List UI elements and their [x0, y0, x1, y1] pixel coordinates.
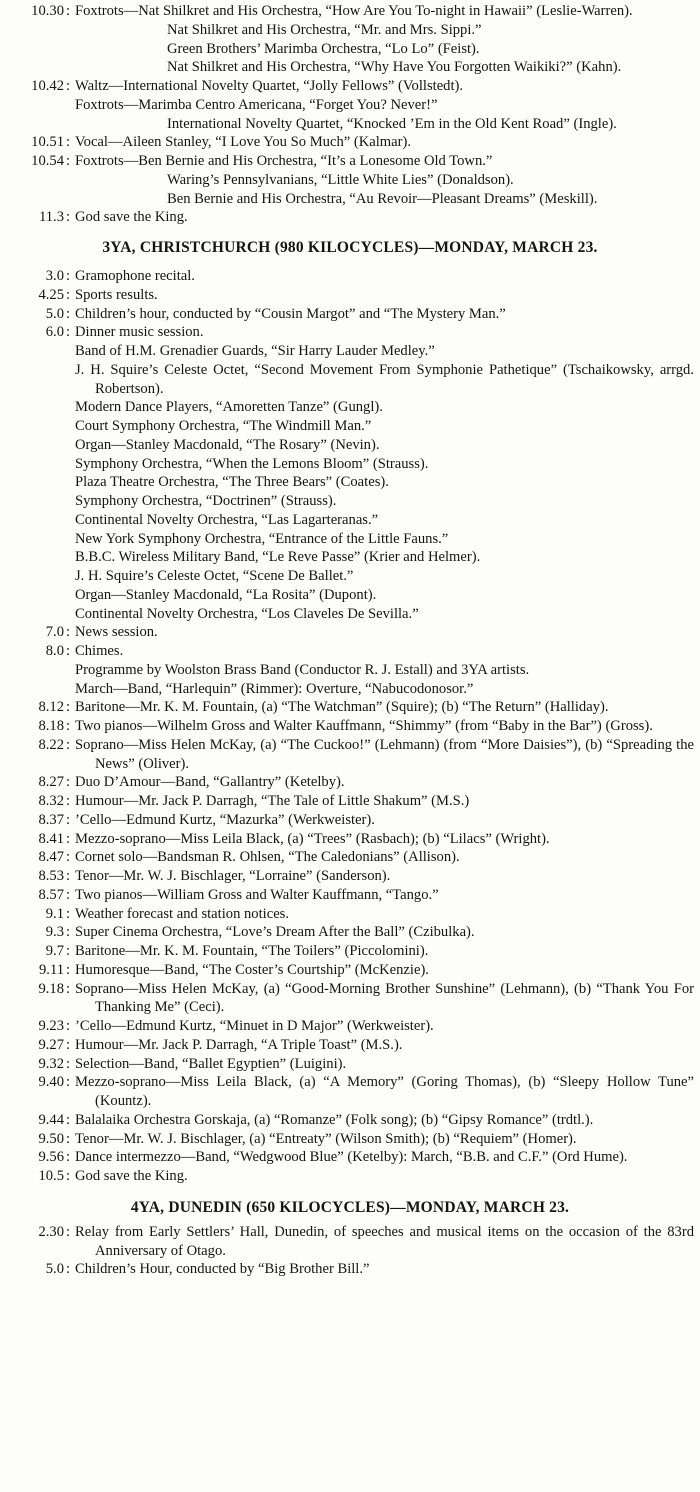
- entry-line: Plaza Theatre Orchestra, “The Three Bears” (Coates).: [75, 474, 389, 491]
- programme-entry: [0, 267, 700, 286]
- time-separator: :: [65, 699, 71, 716]
- programme-entry: [0, 698, 700, 717]
- entry-line: Foxtrots—Nat Shilkret and His Orchestra, “How Are You To-night in Hawaii” (Leslie-Warren).: [75, 3, 633, 19]
- entry-line: Organ—Stanley Macdonald, “La Rosita” (Dupont).: [75, 586, 377, 603]
- entry-line: Children’s Hour, conducted by “Big Brother Bill.”: [75, 1261, 370, 1278]
- programme-entry: [0, 1148, 700, 1167]
- entry-time: 3.0: [45, 268, 64, 284]
- station-heading-3ya: 3YA, CHRISTCHURCH (980 KILOCYCLES)—MONDAY, MARCH 23.: [102, 239, 598, 256]
- programme-entry: [0, 773, 700, 792]
- entry-time: 8.37: [38, 811, 64, 828]
- programme-entry: [0, 886, 700, 905]
- entry-time: 8.53: [38, 868, 64, 884]
- entry-time: 8.12: [38, 699, 64, 716]
- programme-entry: [0, 642, 700, 698]
- entry-time: 10.51: [31, 134, 64, 151]
- time-separator: :: [65, 736, 71, 753]
- time-separator: :: [65, 868, 71, 884]
- time-separator: :: [65, 1261, 71, 1278]
- entry-line: Court Symphony Orchestra, “The Windmill Man.”: [75, 418, 372, 434]
- time-separator: :: [65, 305, 71, 322]
- entry-line: Sports results.: [75, 286, 158, 303]
- programme-entry: [0, 811, 700, 830]
- time-separator: :: [65, 209, 71, 226]
- entry-line: Relay from Early Settlers’ Hall, Dunedin, of speeches and musical items on the occasion of the 83rd Anniversary of Otago.: [75, 1223, 694, 1259]
- entry-time: 9.27: [38, 1036, 64, 1053]
- entry-time: 7.0: [45, 624, 64, 641]
- entry-time: 8.47: [38, 849, 64, 866]
- entry-line: Nat Shilkret and His Orchestra, “Mr. and Mrs. Sippi.”: [167, 21, 482, 38]
- entry-line: ’Cello—Edmund Kurtz, “Mazurka” (Werkweister).: [75, 811, 375, 828]
- programme-entry: [0, 305, 700, 324]
- entry-line: Foxtrots—Marimba Centro Americana, “Forget You? Never!”: [75, 96, 438, 113]
- programme-entry: [0, 830, 700, 849]
- time-separator: :: [65, 1111, 71, 1128]
- entry-time: 10.5: [38, 1168, 64, 1184]
- entry-line: Continental Novelty Orchestra, “Los Claveles De Sevilla.”: [75, 605, 419, 622]
- programme-entry: [0, 867, 700, 886]
- entry-time: 9.7: [45, 943, 64, 959]
- time-separator: :: [65, 1168, 71, 1184]
- entry-line: Two pianos—William Gross and Walter Kauffmann, “Tango.”: [75, 886, 439, 903]
- entry-line: Waring’s Pennsylvanians, “Little White Lies” (Donaldson).: [167, 171, 514, 188]
- entry-time: 2.30: [38, 1223, 64, 1240]
- programme-entry: [0, 77, 700, 133]
- entry-time: 8.27: [38, 774, 64, 791]
- time-separator: :: [65, 793, 71, 809]
- entry-time: 9.56: [38, 1149, 64, 1166]
- entry-line: Weather forecast and station notices.: [75, 905, 289, 922]
- programme-entry: [0, 905, 700, 924]
- entry-line: Selection—Band, “Ballet Egyptien” (Luigini).: [75, 1055, 347, 1072]
- time-separator: :: [65, 3, 71, 19]
- time-separator: :: [65, 830, 71, 847]
- entry-time: 8.18: [38, 718, 64, 734]
- entry-line: Tenor—Mr. W. J. Bischlager, (a) “Entreaty” (Wilson Smith); (b) “Requiem” (Homer).: [75, 1130, 577, 1147]
- programme-entry: [0, 792, 700, 811]
- entry-line: B.B.C. Wireless Military Band, “Le Reve Passe” (Krier and Helmer).: [75, 549, 481, 566]
- programme-entry: [0, 286, 700, 305]
- programme-entry: [0, 736, 700, 774]
- time-separator: :: [65, 153, 71, 169]
- programme-entry: [0, 942, 700, 961]
- entry-line: J. H. Squire’s Celeste Octet, “Second Movement From Symphonie Pathetique” (Tschaikowsky, arrgd. Robertson).: [75, 361, 694, 397]
- programme-entry: [0, 1260, 700, 1279]
- entry-line: Baritone—Mr. K. M. Fountain, “The Toilers” (Piccolomini).: [75, 943, 429, 959]
- entry-time: 9.44: [38, 1111, 64, 1128]
- entry-line: ’Cello—Edmund Kurtz, “Minuet in D Major” (Werkweister).: [75, 1018, 434, 1034]
- programme-entry: [0, 1223, 700, 1261]
- entry-line: Duo D’Amour—Band, “Gallantry” (Ketelby).: [75, 774, 345, 791]
- time-separator: :: [65, 286, 71, 303]
- entry-line: Humoresque—Band, “The Coster’s Courtship” (McKenzie).: [75, 961, 429, 978]
- programme-entry: [0, 1111, 700, 1130]
- time-separator: :: [65, 134, 71, 151]
- entry-line: International Novelty Quartet, “Knocked ’Em in the Old Kent Road” (Ingle).: [167, 115, 617, 132]
- entry-time: 9.40: [38, 1074, 64, 1091]
- entry-line: Gramophone recital.: [75, 268, 195, 284]
- entry-line: Humour—Mr. Jack P. Darragh, “The Tale of Little Shakum” (M.S.): [75, 793, 470, 809]
- entry-line: News session.: [75, 624, 158, 641]
- entry-line: Symphony Orchestra, “Doctrinen” (Strauss).: [75, 493, 337, 509]
- programme-entry: [0, 152, 700, 208]
- programme-entry: [0, 1055, 700, 1074]
- entry-line: Children’s hour, conducted by “Cousin Margot” and “The Mystery Man.”: [75, 305, 506, 322]
- entry-time: 9.23: [38, 1018, 64, 1034]
- entry-line: Symphony Orchestra, “When the Lemons Bloom” (Strauss).: [75, 455, 429, 472]
- time-separator: :: [65, 924, 71, 941]
- entry-time: 9.3: [45, 924, 64, 941]
- time-separator: :: [65, 774, 71, 791]
- entry-time: 8.0: [45, 643, 64, 659]
- programme-entry: [0, 1036, 700, 1055]
- programme-entry: [0, 980, 700, 1018]
- entry-time: 9.11: [39, 961, 64, 978]
- entry-time: 8.57: [38, 886, 64, 903]
- entry-line: Humour—Mr. Jack P. Darragh, “A Triple Toast” (M.S.).: [75, 1036, 403, 1053]
- time-separator: :: [65, 811, 71, 828]
- programme-entry: [0, 133, 700, 152]
- entry-time: 9.1: [45, 905, 64, 922]
- programme-entry: [0, 1130, 700, 1149]
- entry-time: 4.25: [38, 286, 64, 303]
- entry-line: Dance intermezzo—Band, “Wedgwood Blue” (Ketelby): March, “B.B. and C.F.” (Ord Hume).: [75, 1149, 628, 1166]
- entry-time: 10.30: [31, 3, 64, 19]
- entry-line: Tenor—Mr. W. J. Bischlager, “Lorraine” (Sanderson).: [75, 868, 391, 884]
- time-separator: :: [65, 1130, 71, 1147]
- entry-line: God save the King.: [75, 209, 188, 226]
- entry-line: Green Brothers’ Marimba Orchestra, “Lo Lo” (Feist).: [167, 40, 480, 57]
- 2ya-evening-programme: [0, 2, 700, 227]
- entry-line: Programme by Woolston Brass Band (Conductor R. J. Estall) and 3YA artists.: [75, 661, 530, 678]
- time-separator: :: [65, 643, 71, 659]
- time-separator: :: [65, 1149, 71, 1166]
- entry-time: 10.42: [31, 78, 64, 94]
- time-separator: :: [65, 324, 71, 341]
- programme-entry: [0, 848, 700, 867]
- entry-time: 8.32: [38, 793, 64, 809]
- programme-entry: [0, 623, 700, 642]
- entry-time: 8.22: [38, 736, 64, 753]
- time-separator: :: [65, 1036, 71, 1053]
- programme-entry: [0, 1167, 700, 1186]
- entry-line: Modern Dance Players, “Amoretten Tanze” (Gungl).: [75, 399, 383, 416]
- programme-entry: [0, 208, 700, 227]
- time-separator: :: [65, 886, 71, 903]
- programme-entry: [0, 2, 700, 77]
- entry-time: 6.0: [45, 324, 64, 341]
- entry-line: Foxtrots—Ben Bernie and His Orchestra, “It’s a Lonesome Old Town.”: [75, 153, 493, 169]
- time-separator: :: [65, 943, 71, 959]
- entry-time: 11.3: [39, 209, 64, 226]
- 4ya-programme: [0, 1223, 700, 1279]
- entry-line: Cornet solo—Bandsman R. Ohlsen, “The Caledonians” (Allison).: [75, 849, 460, 866]
- programme-entry: [0, 1073, 700, 1111]
- entry-time: 5.0: [45, 1261, 64, 1278]
- programme-entry: [0, 323, 700, 623]
- entry-line: Baritone—Mr. K. M. Fountain, (a) “The Watchman” (Squire); (b) “The Return” (Halliday).: [75, 699, 609, 716]
- entry-line: Continental Novelty Orchestra, “Las Lagarteranas.”: [75, 511, 379, 528]
- entry-line: Band of H.M. Grenadier Guards, “Sir Harry Lauder Medley.”: [75, 343, 435, 359]
- entry-line: Waltz—International Novelty Quartet, “Jolly Fellows” (Vollstedt).: [75, 78, 464, 94]
- entry-time: 9.18: [38, 980, 64, 997]
- entry-line: Super Cinema Orchestra, “Love’s Dream After the Ball” (Czibulka).: [75, 924, 475, 941]
- entry-line: Organ—Stanley Macdonald, “The Rosary” (Nevin).: [75, 436, 380, 453]
- time-separator: :: [65, 980, 71, 997]
- entry-time: 9.32: [38, 1055, 64, 1072]
- entry-line: March—Band, “Harlequin” (Rimmer): Overture, “Nabucodonosor.”: [75, 680, 474, 697]
- entry-line: Vocal—Aileen Stanley, “I Love You So Much” (Kalmar).: [75, 134, 411, 151]
- programme-entry: [0, 1017, 700, 1036]
- entry-line: Balalaika Orchestra Gorskaja, (a) “Romanze” (Folk song); (b) “Gipsy Romance” (trdtl.).: [75, 1111, 594, 1128]
- entry-line: New York Symphony Orchestra, “Entrance of the Little Fauns.”: [75, 530, 449, 547]
- time-separator: :: [65, 905, 71, 922]
- time-separator: :: [65, 961, 71, 978]
- time-separator: :: [65, 849, 71, 866]
- entry-line: Ben Bernie and His Orchestra, “Au Revoir—Pleasant Dreams” (Meskill).: [167, 190, 598, 207]
- entry-time: 10.54: [31, 153, 64, 169]
- entry-line: God save the King.: [75, 1168, 188, 1184]
- time-separator: :: [65, 1223, 71, 1240]
- entry-time: 5.0: [45, 305, 64, 322]
- time-separator: :: [65, 624, 71, 641]
- time-separator: :: [65, 718, 71, 734]
- time-separator: :: [65, 268, 71, 284]
- entry-line: Nat Shilkret and His Orchestra, “Why Have You Forgotten Waikiki?” (Kahn).: [167, 59, 622, 76]
- programme-entry: [0, 923, 700, 942]
- entry-line: J. H. Squire’s Celeste Octet, “Scene De Ballet.”: [75, 568, 354, 584]
- entry-line: Mezzo-soprano—Miss Leila Black, (a) “Trees” (Rasbach); (b) “Lilacs” (Wright).: [75, 830, 550, 847]
- programme-entry: [0, 717, 700, 736]
- time-separator: :: [65, 1055, 71, 1072]
- station-heading-4ya: 4YA, DUNEDIN (650 KILOCYCLES)—MONDAY, MARCH 23.: [130, 1198, 570, 1216]
- entry-line: Dinner music session.: [75, 324, 204, 341]
- time-separator: :: [65, 1018, 71, 1034]
- entry-time: 8.41: [38, 830, 64, 847]
- entry-line: Soprano—Miss Helen McKay, (a) “Good-Morning Brother Sunshine” (Lehmann), (b) “Thank You For Thanking Me” (Ceci).: [75, 980, 694, 1016]
- entry-line: Two pianos—Wilhelm Gross and Walter Kauffmann, “Shimmy” (from “Baby in the Bar”) (Gross).: [75, 718, 653, 734]
- entry-line: Chimes.: [75, 643, 124, 659]
- time-separator: :: [65, 78, 71, 94]
- entry-line: Soprano—Miss Helen McKay, (a) “The Cuckoo!” (Lehmann) (from “More Daisies”), (b) “Spreading the News” (Oliver).: [75, 736, 694, 772]
- time-separator: :: [65, 1074, 71, 1091]
- entry-line: Mezzo-soprano—Miss Leila Black, (a) “A Memory” (Goring Thomas), (b) “Sleepy Hollow Tune” (Kountz).: [75, 1074, 694, 1109]
- programme-entry: [0, 961, 700, 980]
- entry-time: 9.50: [38, 1130, 64, 1147]
- 3ya-programme: [0, 267, 700, 1186]
